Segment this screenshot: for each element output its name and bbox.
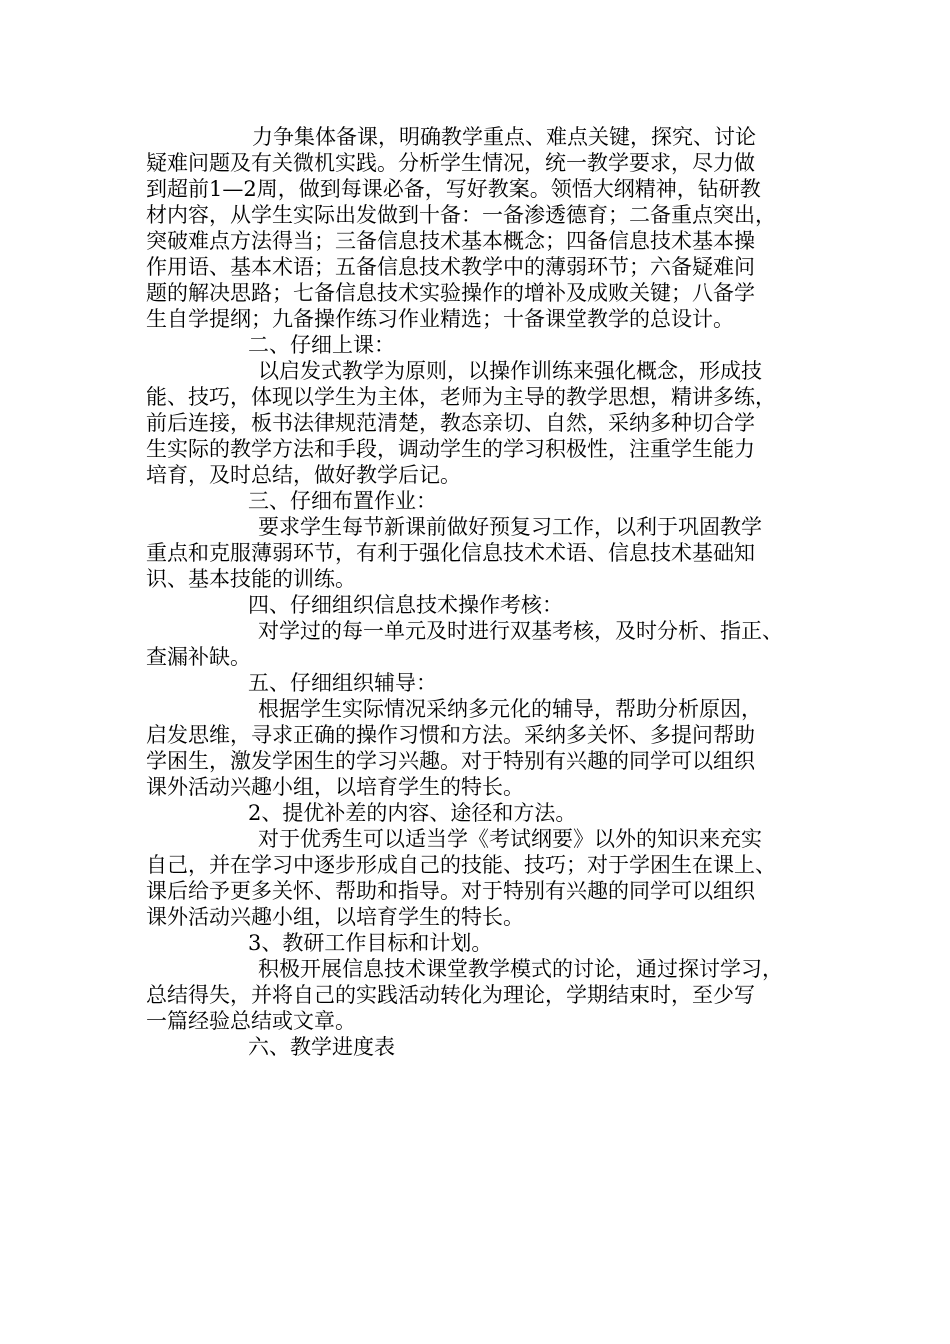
- paragraph-line: 课外活动兴趣小组，以培育学生的特长。: [146, 775, 524, 799]
- paragraph-line: 一篇经验总结或文章。: [146, 1009, 356, 1033]
- paragraph-line: 材内容，从学生实际出发做到十备：一备渗透德育；二备重点突出，: [146, 203, 776, 227]
- paragraph-line: 总结得失，并将自己的实践活动转化为理论，学期结束时，至少写: [146, 983, 755, 1007]
- section-heading: 四、仔细组织信息技术操作考核：: [248, 593, 563, 617]
- paragraph-line: 以启发式教学为原则，以操作训练来强化概念，形成技: [258, 359, 762, 383]
- paragraph-line: 对学过的每一单元及时进行双基考核，及时分析、指正、: [258, 619, 783, 643]
- section-heading: 五、仔细组织辅导：: [248, 671, 437, 695]
- section-heading: 2、提优补差的内容、途径和方法。: [248, 801, 577, 825]
- paragraph-line: 重点和克服薄弱环节，有利于强化信息技术术语、信息技术基础知: [146, 541, 755, 565]
- paragraph-line: 作用语、基本术语；五备信息技术教学中的薄弱环节；六备疑难问: [146, 255, 755, 279]
- section-heading: 二、仔细上课：: [248, 333, 395, 357]
- paragraph-line: 突破难点方法得当；三备信息技术基本概念；四备信息技术基本操: [146, 229, 755, 253]
- paragraph-line: 对于优秀生可以适当学《考试纲要》以外的知识来充实: [258, 827, 762, 851]
- paragraph-line: 能、技巧，体现以学生为主体，老师为主导的教学思想，精讲多练，: [146, 385, 776, 409]
- paragraph-line: 启发思维，寻求正确的操作习惯和方法。采纳多关怀、多提问帮助: [146, 723, 755, 747]
- paragraph-line: 自己，并在学习中逐步形成自己的技能、技巧；对于学困生在课上、: [146, 853, 776, 877]
- paragraph-line: 培育，及时总结，做好教学后记。: [146, 463, 461, 487]
- paragraph-line: 识、基本技能的训练。: [146, 567, 356, 591]
- paragraph-line: 学困生，激发学困生的学习兴趣。对于特别有兴趣的同学可以组织: [146, 749, 755, 773]
- section-heading: 三、仔细布置作业：: [248, 489, 437, 513]
- section-heading: 3、教研工作目标和计划。: [248, 931, 493, 955]
- paragraph-line: 积极开展信息技术课堂教学模式的讨论，通过探讨学习，: [258, 957, 783, 981]
- paragraph-line: 根据学生实际情况采纳多元化的辅导，帮助分析原因，: [258, 697, 762, 721]
- paragraph-line: 生自学提纲；九备操作练习作业精选；十备课堂教学的总设计。: [146, 307, 734, 331]
- section-heading: 六、教学进度表: [248, 1035, 395, 1059]
- paragraph-line: 题的解决思路；七备信息技术实验操作的增补及成败关键；八备学: [146, 281, 755, 305]
- paragraph-line: 力争集体备课，明确教学重点、难点关键，探究、讨论: [252, 125, 756, 149]
- paragraph-line: 课后给予更多关怀、帮助和指导。对于特别有兴趣的同学可以组织: [146, 879, 755, 903]
- paragraph-line: 要求学生每节新课前做好预复习工作，以利于巩固教学: [258, 515, 762, 539]
- paragraph-line: 查漏补缺。: [146, 645, 251, 669]
- paragraph-line: 课外活动兴趣小组，以培育学生的特长。: [146, 905, 524, 929]
- paragraph-line: 疑难问题及有关微机实践。分析学生情况，统一教学要求，尽力做: [146, 151, 755, 175]
- paragraph-line: 生实际的教学方法和手段，调动学生的学习积极性，注重学生能力: [146, 437, 755, 461]
- paragraph-line: 到超前1—2周，做到每课必备，写好教案。领悟大纲精神，钻研教: [146, 177, 761, 201]
- paragraph-line: 前后连接，板书法律规范清楚，教态亲切、自然，采纳多种切合学: [146, 411, 755, 435]
